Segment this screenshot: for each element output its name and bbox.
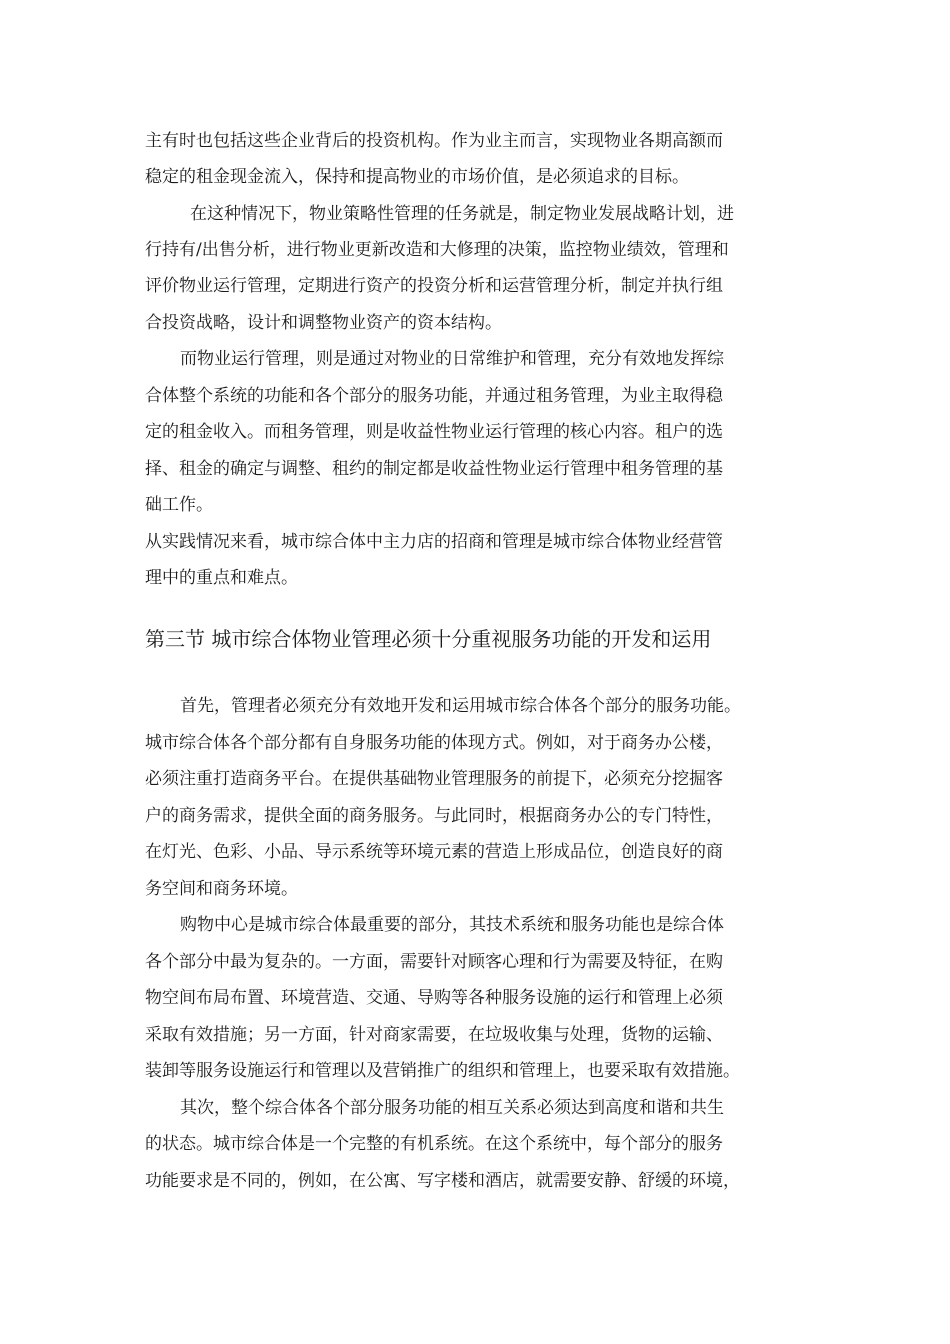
section-heading: 第三节 城市综合体物业管理必须十分重视服务功能的开发和运用 [145,627,712,651]
paragraph-line: 择、租金的确定与调整、租约的制定都是收益性物业运行管理中租务管理的基 [145,459,723,479]
paragraph-line: 行持有/出售分析，进行物业更新改造和大修理的决策，监控物业绩效，管理和 [145,240,729,260]
paragraph-line: 装卸等服务设施运行和管理以及营销推广的组织和管理上，也要采取有效措施。 [145,1061,740,1081]
paragraph-line: 理中的重点和难点。 [145,568,298,588]
paragraph-line: 合体整个系统的功能和各个部分的服务功能，并通过租务管理，为业主取得稳 [145,386,723,406]
paragraph-line: 主有时也包括这些企业背后的投资机构。作为业主而言，实现物业各期高额而 [145,131,723,151]
paragraph-line: 必须注重打造商务平台。在提供基础物业管理服务的前提下，必须充分挖掘客 [145,769,723,789]
paragraph-line: 务空间和商务环境。 [145,879,298,899]
paragraph-line: 的状态。城市综合体是一个完整的有机系统。在这个系统中，每个部分的服务 [145,1134,723,1154]
paragraph-line: 采取有效措施；另一方面，针对商家需要，在垃圾收集与处理，货物的运输、 [145,1025,723,1045]
paragraph-line: 稳定的租金现金流入，保持和提高物业的市场价值，是必须追求的目标。 [145,167,689,187]
paragraph-line: 其次，整个综合体各个部分服务功能的相互关系必须达到高度和谐和共生 [180,1098,724,1118]
paragraph-line: 物空间布局布置、环境营造、交通、导购等各种服务设施的运行和管理上必须 [145,988,723,1008]
paragraph-line: 功能要求是不同的，例如，在公寓、写字楼和酒店，就需要安静、舒缓的环境， [145,1171,740,1191]
paragraph-line: 城市综合体各个部分都有自身服务功能的体现方式。例如，对于商务办公楼， [145,733,723,753]
paragraph-line: 定的租金收入。而租务管理，则是收益性物业运行管理的核心内容。租户的选 [145,422,723,442]
paragraph-line: 而物业运行管理，则是通过对物业的日常维护和管理，充分有效地发挥综 [180,349,724,369]
paragraph-line: 各个部分中最为复杂的。一方面，需要针对顾客心理和行为需要及特征，在购 [145,952,723,972]
paragraph-line: 户的商务需求，提供全面的商务服务。与此同时，根据商务办公的专门特性， [145,806,723,826]
paragraph-line: 评价物业运行管理，定期进行资产的投资分析和运营管理分析，制定并执行组 [145,276,723,296]
paragraph-line: 础工作。 [145,495,213,515]
paragraph-line: 从实践情况来看，城市综合体中主力店的招商和管理是城市综合体物业经营管 [145,532,723,552]
paragraph-line: 在这种情况下，物业策略性管理的任务就是，制定物业发展战略计划，进 [190,204,734,224]
paragraph-line: 首先，管理者必须充分有效地开发和运用城市综合体各个部分的服务功能。 [180,696,741,716]
paragraph-line: 购物中心是城市综合体最重要的部分，其技术系统和服务功能也是综合体 [180,915,724,935]
paragraph-line: 在灯光、色彩、小品、导示系统等环境元素的营造上形成品位，创造良好的商 [145,842,723,862]
paragraph-line: 合投资战略，设计和调整物业资产的资本结构。 [145,313,502,333]
